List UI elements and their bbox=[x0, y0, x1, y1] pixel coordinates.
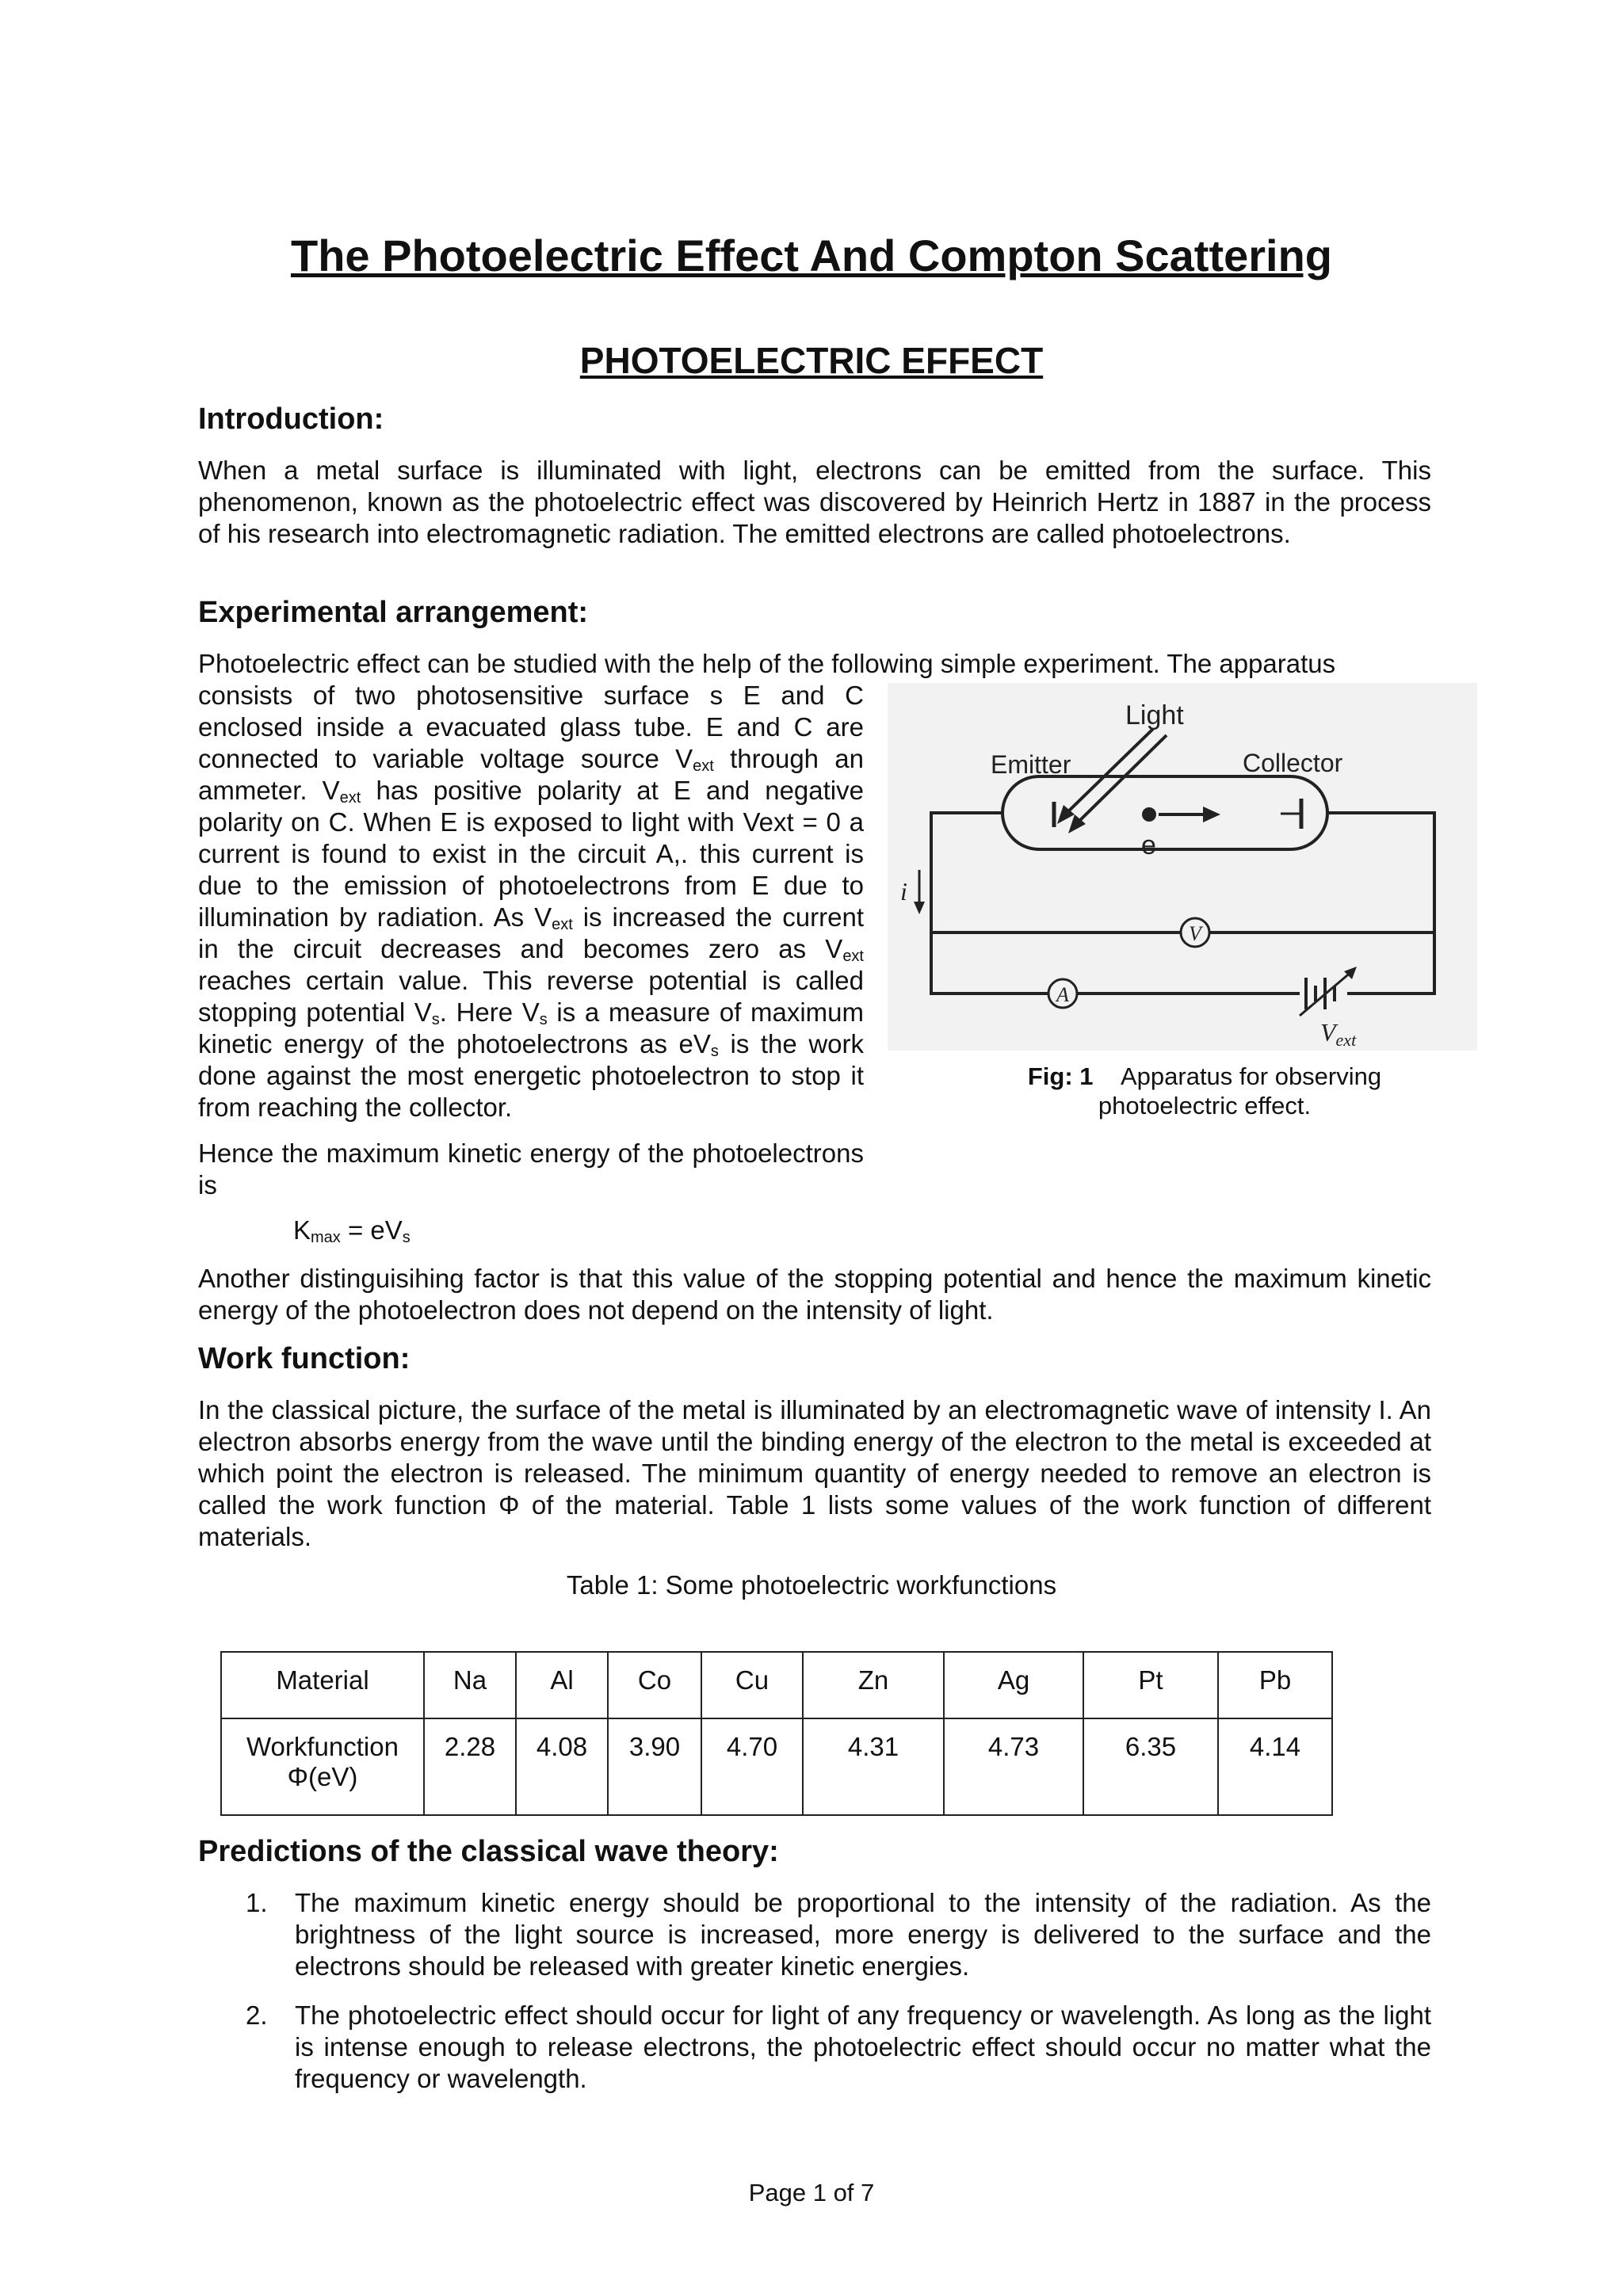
experiment-heading: Experimental arrangement: bbox=[198, 596, 589, 629]
electron-dot bbox=[1142, 807, 1156, 822]
list-item bbox=[198, 1887, 1431, 1982]
table-value-row bbox=[221, 1718, 1332, 1815]
table-cell: 3.90 bbox=[608, 1718, 701, 1815]
emitter-label: Emitter bbox=[991, 750, 1071, 779]
ammeter-label: A bbox=[1056, 983, 1069, 1006]
table-cell: 4.08 bbox=[516, 1718, 608, 1815]
table-cell: 4.14 bbox=[1218, 1718, 1332, 1815]
work-function-heading: Work function: bbox=[198, 1342, 411, 1375]
work-function-paragraph: In the classical picture, the surface of the metal is illuminated by an electromagnetic wave of intensity I. An electron absorbs energy from the wave until the binding energy of the electron to the metal is exceeded at which point the electron is released. The minimum quantity of energy needed to remove an electron is called the work function Φ of the material. Table 1 lists some values of the work function of different materials. bbox=[198, 1395, 1431, 1551]
apparatus-diagram bbox=[888, 683, 1477, 1051]
table-cell: 4.31 bbox=[803, 1718, 944, 1815]
kmax-formula: $K_{max} = eV_s$ bbox=[293, 1215, 411, 1246]
table-cell: 4.73 bbox=[944, 1718, 1083, 1815]
table-cell: Zn bbox=[803, 1652, 944, 1718]
list-item-number: 2. bbox=[246, 2000, 268, 2030]
intro-heading: Introduction: bbox=[198, 402, 384, 436]
table-cell: 2.28 bbox=[424, 1718, 516, 1815]
electron-label: e bbox=[1141, 830, 1156, 860]
experiment-lead: Photoelectric effect can be studied with the help of the following simple experiment. The apparatus bbox=[198, 649, 1336, 678]
list-item-text: The maximum kinetic energy should be proportional to the intensity of the radiation. As the brightness of the light source is increased, more energy is delivered to the surface and the electrons should be released with greater kinetic energies. bbox=[295, 1888, 1431, 1981]
workfunction-table bbox=[220, 1651, 1333, 1816]
intro-paragraph: When a metal surface is illuminated with light, electrons can be emitted from the surface. This phenomenon, known as the photoelectric effect was discovered by Heinrich Hertz in 1887 in the process of his research into electromagnetic radiation. The emitted electrons are called photoelectrons. bbox=[198, 456, 1431, 548]
list-item bbox=[198, 2000, 1431, 2095]
voltmeter-label: V bbox=[1189, 922, 1201, 945]
table-caption: Table 1: Some photoelectric workfunctions bbox=[566, 1570, 1057, 1600]
table-row-label: Workfunction Φ(eV) bbox=[221, 1718, 424, 1815]
hence-paragraph: Hence the maximum kinetic energy of the photoelectrons is bbox=[198, 1138, 864, 1199]
table-cell: Al bbox=[516, 1652, 608, 1718]
section-title: PHOTOELECTRIC EFFECT bbox=[579, 340, 1044, 381]
experiment-body: consists of two photosensitive surface s E and C enclosed inside a evacuated glass tube. E and C are connected to variable voltage source $V_{ext}$ through an ammeter. $V_{ext}$ has positive polarity at E and negative polarity on C. When E is exposed to light with Vext = 0 a current is found to exist in the circuit A,. this current is due to the emission of photoelectrons from E due to illumination by radiation. As $V_{ext}$ is increased the current in the circuit decreases and becomes zero as $V_{ext}$ reaches certain value. This reverse potential is called stopping potential $V_s$. Here $V_s$ is a measure of maximum kinetic energy of the photoelectrons as $eV_s$ is the work done against the most energetic photoelectron to stop it from reaching the collector. bbox=[198, 681, 865, 1122]
figure-caption: Fig: 1 Apparatus for observing photoelectric effect. bbox=[1027, 1062, 1382, 1119]
distinguishing-paragraph: Another distinguisihing factor is that this value of the stopping potential and hence the maximum kinetic energy of the photoelectron does not depend on the intensity of light. bbox=[198, 1264, 1431, 1325]
table-cell: Pb bbox=[1218, 1652, 1332, 1718]
page-footer: Page 1 of 7 bbox=[748, 2179, 875, 2206]
table-cell: 6.35 bbox=[1083, 1718, 1218, 1815]
table-cell: Ag bbox=[944, 1652, 1083, 1718]
figure-background bbox=[888, 683, 1477, 1051]
list-item-text: The photoelectric effect should occur for light of any frequency or wavelength. As long as the light is intense enough to release electrons, the photoelectric effect should occur no matter what the frequency or wavelength. bbox=[295, 2000, 1431, 2093]
table-cell: 4.70 bbox=[701, 1718, 803, 1815]
vext-label: Vext bbox=[1320, 1018, 1357, 1050]
table-cell: Pt bbox=[1083, 1652, 1218, 1718]
table-cell: Cu bbox=[701, 1652, 803, 1718]
table-cell: Co bbox=[608, 1652, 701, 1718]
current-label: i bbox=[900, 877, 907, 906]
document-title: The Photoelectric Effect And Compton Scattering bbox=[290, 231, 1333, 280]
predictions-heading: Predictions of the classical wave theory: bbox=[198, 1835, 779, 1868]
list-item-number: 1. bbox=[246, 1888, 268, 1917]
apparatus-figure bbox=[888, 683, 1477, 1051]
collector-label: Collector bbox=[1243, 749, 1343, 777]
table-header-material: Material bbox=[221, 1652, 424, 1718]
table-cell: Na bbox=[424, 1652, 516, 1718]
light-label: Light bbox=[1125, 700, 1184, 730]
table-header-row bbox=[221, 1652, 1332, 1718]
